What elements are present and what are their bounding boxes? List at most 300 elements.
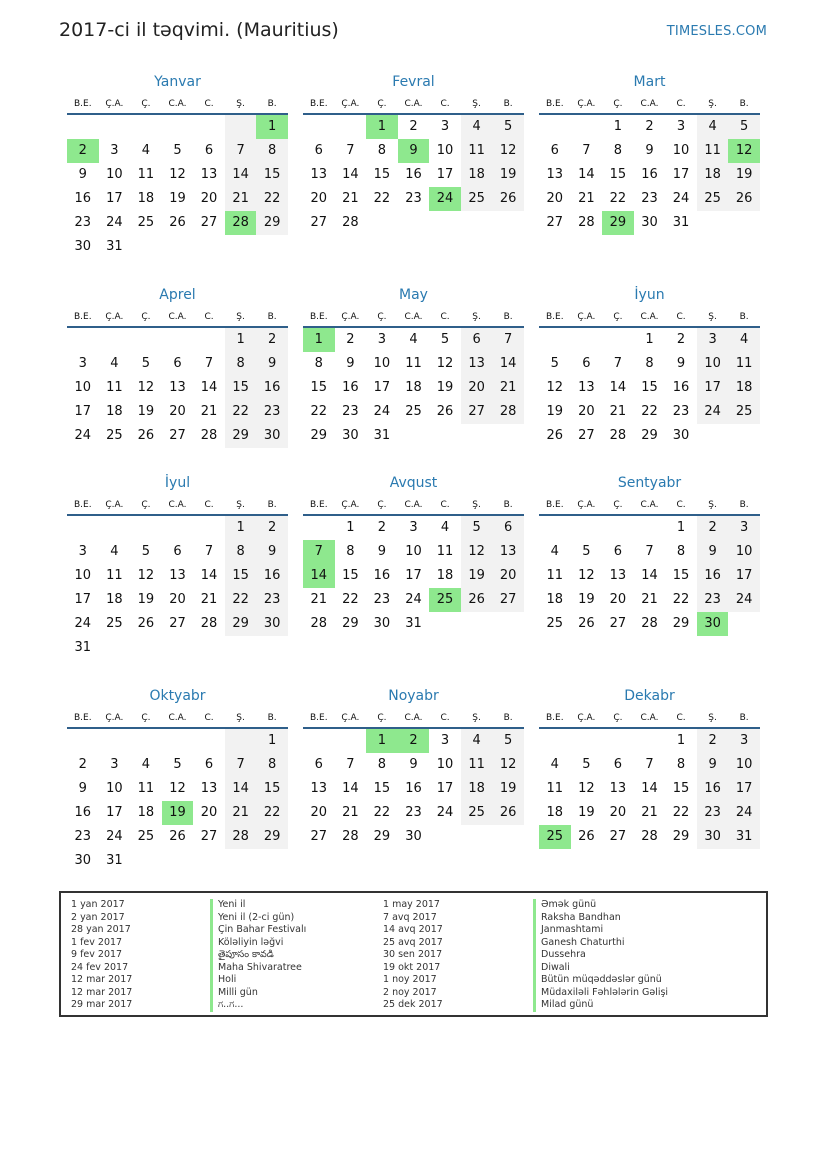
day-cell: 24 bbox=[728, 801, 760, 825]
day-cell: 6 bbox=[613, 757, 623, 772]
empty-cell bbox=[539, 729, 571, 753]
empty-cell bbox=[99, 328, 131, 352]
day-cell: 20 bbox=[609, 805, 627, 820]
month-6 bbox=[539, 284, 760, 448]
weekday-label: B. bbox=[267, 500, 277, 510]
day-cell: 29 bbox=[672, 829, 690, 844]
day-cell: 9 bbox=[256, 540, 288, 564]
weekday-label: B.E. bbox=[73, 500, 92, 510]
empty-cell bbox=[99, 115, 131, 139]
day-cell: 14 bbox=[342, 781, 359, 796]
day-cell: 23 bbox=[641, 191, 658, 206]
day-cell: 27 bbox=[546, 215, 564, 230]
day-cell: 26 bbox=[436, 404, 454, 419]
day-cell: 6 bbox=[173, 356, 182, 371]
weekday-label: Ç. bbox=[141, 99, 151, 109]
month-name: May bbox=[399, 287, 428, 303]
weekday-header bbox=[67, 494, 288, 516]
weekday-label: Ç. bbox=[141, 500, 151, 510]
empty-cell bbox=[193, 235, 225, 259]
day-cell: 25 bbox=[728, 400, 760, 424]
weekday-label: C.A. bbox=[404, 713, 423, 723]
month-name: Dekabr bbox=[624, 688, 675, 704]
day-cell: 29 bbox=[256, 825, 288, 849]
month-name: Noyabr bbox=[388, 688, 439, 704]
weekday-label: Ç. bbox=[613, 99, 623, 109]
day-cell: 22 bbox=[342, 592, 359, 607]
day-cell: 23 bbox=[405, 805, 422, 820]
weekday-label: C.A. bbox=[640, 312, 659, 322]
day-cell: 23 bbox=[342, 404, 359, 419]
empty-cell bbox=[193, 849, 225, 873]
empty-cell bbox=[67, 115, 99, 139]
legend-date: 1 may 2017 bbox=[383, 899, 440, 910]
day-cell: 26 bbox=[578, 829, 595, 844]
weekday-label: C. bbox=[676, 312, 686, 322]
day-cell: 18 bbox=[436, 568, 454, 583]
day-cell: 9 bbox=[676, 356, 686, 371]
day-cell: 21 bbox=[225, 187, 257, 211]
day-cell: 14 bbox=[578, 167, 595, 182]
empty-cell bbox=[602, 729, 634, 753]
day-cell: 19 bbox=[436, 380, 454, 395]
day-cell: 4 bbox=[461, 729, 493, 753]
legend-holiday-name: Diwali bbox=[533, 962, 668, 975]
legend-holiday-name: Raksha Bandhan bbox=[533, 912, 668, 925]
day-cell: 8 bbox=[613, 143, 623, 158]
day-cell: 6 bbox=[492, 516, 524, 540]
legend-holiday-name: Dussehra bbox=[533, 949, 668, 962]
empty-cell bbox=[225, 235, 257, 259]
day-cell: 11 bbox=[546, 781, 564, 796]
day-cell: 20 bbox=[461, 376, 493, 400]
day-cell: 19 bbox=[492, 777, 524, 801]
day-cell: 30 bbox=[74, 853, 92, 868]
day-cell: 10 bbox=[697, 352, 729, 376]
day-cell: 28 bbox=[641, 616, 658, 631]
day-cell: 23 bbox=[697, 588, 729, 612]
day-cell: 22 bbox=[672, 805, 690, 820]
day-cell: 16 bbox=[342, 380, 359, 395]
day-cell: 12 bbox=[492, 753, 524, 777]
day-cell: 25 bbox=[106, 428, 123, 443]
day-cell: 2 bbox=[256, 516, 288, 540]
empty-cell bbox=[99, 636, 131, 660]
day-cell: 28 bbox=[225, 825, 257, 849]
day-cell: 29 bbox=[225, 612, 257, 636]
day-cell: 24 bbox=[405, 592, 422, 607]
legend-date: 1 noy 2017 bbox=[383, 974, 437, 985]
day-cell: 25 bbox=[461, 801, 493, 825]
day-cell: 7 bbox=[204, 356, 214, 371]
day-cell: 19 bbox=[578, 592, 595, 607]
day-cell: 15 bbox=[256, 777, 288, 801]
day-cell: 1 bbox=[613, 119, 623, 134]
empty-cell bbox=[602, 328, 634, 352]
day-cell: 5 bbox=[461, 516, 493, 540]
day-cell: 24 bbox=[436, 805, 454, 820]
day-cell: 21 bbox=[342, 805, 359, 820]
day-cell: 10 bbox=[672, 143, 690, 158]
weekday-label: B.E. bbox=[545, 500, 564, 510]
day-cell: 14 bbox=[225, 777, 257, 801]
day-cell: 1 bbox=[645, 332, 654, 347]
day-cell: 18 bbox=[106, 592, 123, 607]
legend-holiday-name: Milli gün bbox=[210, 987, 306, 1000]
day-cell: 11 bbox=[106, 380, 123, 395]
day-cell: 25 bbox=[137, 215, 155, 230]
legend-holiday-name: ಗ..ಗ... bbox=[210, 999, 306, 1012]
day-cell: 13 bbox=[169, 380, 186, 395]
day-cell: 30 bbox=[641, 215, 658, 230]
day-cell: 8 bbox=[256, 139, 288, 163]
empty-cell bbox=[130, 235, 162, 259]
day-cell: 29 bbox=[672, 616, 690, 631]
empty-cell bbox=[429, 424, 461, 448]
day-cell: 20 bbox=[200, 805, 218, 820]
day-cell: 27 bbox=[492, 588, 524, 612]
day-cell: 12 bbox=[546, 380, 564, 395]
day-cell: 16 bbox=[697, 564, 729, 588]
day-cell: 13 bbox=[461, 352, 493, 376]
day-cell: 22 bbox=[256, 187, 288, 211]
day-cell: 7 bbox=[204, 544, 214, 559]
holiday-day-cell: 29 bbox=[602, 211, 634, 235]
weekday-label: C. bbox=[440, 500, 450, 510]
empty-cell bbox=[303, 115, 335, 139]
weekday-label: Ş. bbox=[708, 713, 717, 723]
holiday-day-cell: 2 bbox=[67, 139, 99, 163]
day-cell: 9 bbox=[377, 544, 387, 559]
day-cell: 14 bbox=[200, 568, 218, 583]
weekday-label: Ç. bbox=[141, 312, 151, 322]
day-cell: 27 bbox=[200, 215, 218, 230]
legend-date: 14 avq 2017 bbox=[383, 924, 443, 935]
day-cell: 17 bbox=[373, 380, 391, 395]
month-name: Mart bbox=[633, 74, 666, 90]
legend-holiday-name: Ganesh Chaturthi bbox=[533, 937, 668, 950]
day-cell: 14 bbox=[225, 163, 257, 187]
day-cell: 13 bbox=[492, 540, 524, 564]
day-cell: 6 bbox=[461, 328, 493, 352]
weekday-label: B. bbox=[267, 99, 277, 109]
day-cell: 9 bbox=[697, 540, 729, 564]
legend-holiday-name: Bütün müqəddəslər günü bbox=[533, 974, 668, 987]
holiday-day-cell: 14 bbox=[303, 564, 335, 588]
day-cell: 26 bbox=[137, 616, 155, 631]
empty-cell bbox=[162, 636, 194, 660]
day-cell: 11 bbox=[137, 781, 155, 796]
holiday-day-cell: 1 bbox=[366, 729, 398, 753]
day-cell: 22 bbox=[225, 400, 257, 424]
day-cell: 17 bbox=[74, 404, 92, 419]
day-cell: 7 bbox=[645, 544, 654, 559]
legend-holiday-name: Holi bbox=[210, 974, 306, 987]
day-cell: 23 bbox=[373, 592, 391, 607]
holiday-day-cell: 12 bbox=[728, 139, 760, 163]
weekday-label: Ç. bbox=[613, 713, 623, 723]
weekday-label: Ç. bbox=[613, 500, 623, 510]
weekday-header bbox=[67, 707, 288, 729]
holiday-day-cell: 25 bbox=[429, 588, 461, 612]
weekday-label: C. bbox=[676, 99, 686, 109]
empty-cell bbox=[162, 516, 194, 540]
day-cell: 12 bbox=[578, 568, 595, 583]
day-cell: 15 bbox=[672, 781, 690, 796]
day-cell: 25 bbox=[546, 616, 564, 631]
empty-cell bbox=[634, 729, 666, 753]
month-name: İyun bbox=[634, 287, 665, 303]
weekday-label: B.E. bbox=[309, 713, 328, 723]
weekday-label: Ç.A. bbox=[577, 500, 596, 510]
day-cell: 27 bbox=[609, 829, 627, 844]
day-cell: 2 bbox=[256, 328, 288, 352]
day-cell: 19 bbox=[578, 805, 595, 820]
day-cell: 13 bbox=[578, 380, 595, 395]
day-cell: 27 bbox=[169, 428, 186, 443]
day-cell: 26 bbox=[492, 187, 524, 211]
weekday-header bbox=[67, 306, 288, 328]
day-grid bbox=[67, 328, 288, 448]
day-grid bbox=[303, 328, 524, 448]
day-cell: 5 bbox=[728, 115, 760, 139]
empty-cell bbox=[193, 516, 225, 540]
day-cell: 2 bbox=[78, 757, 87, 772]
month-name: Sentyabr bbox=[617, 475, 682, 491]
day-cell: 7 bbox=[225, 753, 257, 777]
day-cell: 23 bbox=[256, 400, 288, 424]
day-grid bbox=[539, 115, 760, 235]
day-cell: 6 bbox=[582, 356, 591, 371]
day-cell: 13 bbox=[310, 167, 328, 182]
day-cell: 3 bbox=[110, 757, 119, 772]
empty-cell bbox=[571, 328, 603, 352]
weekday-label: B.E. bbox=[309, 99, 328, 109]
weekday-label: Ş. bbox=[708, 312, 717, 322]
day-cell: 3 bbox=[440, 733, 450, 748]
weekday-label: Ş. bbox=[472, 713, 481, 723]
day-cell: 15 bbox=[310, 380, 328, 395]
day-cell: 13 bbox=[546, 167, 564, 182]
day-cell: 2 bbox=[377, 520, 387, 535]
day-cell: 25 bbox=[137, 829, 155, 844]
day-cell: 5 bbox=[141, 544, 151, 559]
weekday-label: B. bbox=[739, 99, 749, 109]
holiday-day-cell: 30 bbox=[697, 612, 729, 636]
legend-date: 9 fev 2017 bbox=[71, 949, 123, 960]
day-cell: 19 bbox=[461, 564, 493, 588]
day-cell: 12 bbox=[137, 380, 155, 395]
empty-cell bbox=[67, 516, 99, 540]
day-cell: 15 bbox=[225, 564, 257, 588]
day-cell: 29 bbox=[641, 428, 658, 443]
weekday-label: Ş. bbox=[236, 713, 245, 723]
day-cell: 4 bbox=[141, 757, 151, 772]
day-cell: 7 bbox=[645, 757, 654, 772]
day-cell: 7 bbox=[346, 143, 355, 158]
day-cell: 11 bbox=[405, 356, 422, 371]
day-cell: 6 bbox=[204, 143, 214, 158]
day-cell: 14 bbox=[342, 167, 359, 182]
weekday-label: C.A. bbox=[168, 713, 187, 723]
empty-cell bbox=[130, 849, 162, 873]
day-cell: 5 bbox=[492, 729, 524, 753]
legend-date: 19 okt 2017 bbox=[383, 961, 441, 973]
empty-cell bbox=[303, 516, 335, 540]
day-cell: 2 bbox=[697, 729, 729, 753]
weekday-label: C.A. bbox=[168, 500, 187, 510]
empty-cell bbox=[193, 636, 225, 660]
day-cell: 30 bbox=[342, 428, 359, 443]
day-cell: 19 bbox=[492, 163, 524, 187]
weekday-label: B.E. bbox=[545, 312, 564, 322]
day-cell: 5 bbox=[440, 332, 450, 347]
day-cell: 2 bbox=[676, 332, 686, 347]
day-cell: 17 bbox=[405, 568, 422, 583]
day-cell: 26 bbox=[137, 428, 155, 443]
empty-cell bbox=[256, 235, 288, 259]
empty-cell bbox=[429, 612, 461, 636]
day-cell: 31 bbox=[74, 640, 92, 655]
weekday-label: Ç. bbox=[141, 713, 151, 723]
month-2 bbox=[303, 71, 524, 235]
empty-cell bbox=[429, 825, 461, 849]
empty-cell bbox=[571, 516, 603, 540]
day-cell: 18 bbox=[461, 163, 493, 187]
day-cell: 10 bbox=[728, 540, 760, 564]
day-cell: 10 bbox=[106, 781, 123, 796]
empty-cell bbox=[634, 516, 666, 540]
day-cell: 16 bbox=[373, 568, 391, 583]
day-cell: 20 bbox=[609, 592, 627, 607]
holiday-day-cell: 1 bbox=[303, 328, 335, 352]
weekday-label: C.A. bbox=[404, 312, 423, 322]
day-cell: 28 bbox=[492, 400, 524, 424]
day-cell: 18 bbox=[546, 805, 564, 820]
day-cell: 6 bbox=[204, 757, 214, 772]
weekday-header bbox=[539, 93, 760, 115]
day-cell: 3 bbox=[78, 356, 87, 371]
day-cell: 1 bbox=[225, 516, 257, 540]
day-cell: 14 bbox=[200, 380, 218, 395]
weekday-label: C. bbox=[440, 713, 450, 723]
day-cell: 24 bbox=[106, 829, 123, 844]
day-cell: 3 bbox=[409, 520, 418, 535]
day-cell: 14 bbox=[641, 781, 658, 796]
day-cell: 30 bbox=[74, 239, 92, 254]
day-cell: 10 bbox=[405, 544, 422, 559]
day-cell: 20 bbox=[578, 404, 595, 419]
day-cell: 11 bbox=[461, 139, 493, 163]
empty-cell bbox=[539, 328, 571, 352]
empty-cell bbox=[162, 849, 194, 873]
day-cell: 28 bbox=[609, 428, 627, 443]
day-cell: 15 bbox=[641, 380, 658, 395]
day-cell: 15 bbox=[609, 167, 627, 182]
holiday-day-cell: 24 bbox=[429, 187, 461, 211]
weekday-label: C. bbox=[440, 312, 450, 322]
site-logo-link[interactable]: TIMESLES.COM bbox=[666, 24, 767, 39]
day-cell: 10 bbox=[74, 380, 92, 395]
day-cell: 21 bbox=[225, 801, 257, 825]
day-cell: 3 bbox=[377, 332, 387, 347]
day-cell: 6 bbox=[173, 544, 182, 559]
empty-cell bbox=[492, 211, 524, 235]
holiday-day-cell: 9 bbox=[398, 139, 430, 163]
day-cell: 12 bbox=[461, 540, 493, 564]
empty-cell bbox=[728, 211, 760, 235]
day-cell: 9 bbox=[645, 143, 654, 158]
weekday-header bbox=[303, 494, 524, 516]
day-cell: 13 bbox=[169, 568, 186, 583]
day-cell: 31 bbox=[672, 215, 690, 230]
day-cell: 4 bbox=[550, 757, 559, 772]
day-cell: 15 bbox=[342, 568, 359, 583]
day-cell: 25 bbox=[697, 187, 729, 211]
day-cell: 22 bbox=[373, 191, 391, 206]
weekday-label: C. bbox=[204, 500, 214, 510]
empty-cell bbox=[398, 424, 430, 448]
legend-date: 30 sen 2017 bbox=[383, 949, 443, 960]
empty-cell bbox=[539, 516, 571, 540]
day-cell: 5 bbox=[582, 757, 591, 772]
day-cell: 12 bbox=[436, 356, 454, 371]
day-cell: 28 bbox=[310, 616, 328, 631]
day-cell: 8 bbox=[645, 356, 654, 371]
weekday-label: Ç.A. bbox=[341, 312, 360, 322]
weekday-label: Ç.A. bbox=[577, 99, 596, 109]
day-cell: 27 bbox=[310, 829, 328, 844]
day-cell: 24 bbox=[74, 428, 92, 443]
weekday-label: B.E. bbox=[73, 99, 92, 109]
month-4 bbox=[67, 284, 288, 448]
day-cell: 24 bbox=[728, 588, 760, 612]
month-name: Fevral bbox=[392, 74, 435, 90]
page-title: 2017-ci il təqvimi. (Mauritius) bbox=[59, 19, 339, 41]
day-cell: 17 bbox=[74, 592, 92, 607]
month-3 bbox=[539, 71, 760, 235]
day-cell: 31 bbox=[405, 616, 422, 631]
day-grid bbox=[67, 115, 288, 259]
weekday-header bbox=[303, 707, 524, 729]
day-cell: 15 bbox=[256, 163, 288, 187]
day-cell: 30 bbox=[405, 829, 422, 844]
day-cell: 28 bbox=[200, 616, 218, 631]
month-name: Yanvar bbox=[154, 74, 201, 90]
day-cell: 16 bbox=[405, 781, 422, 796]
day-cell: 28 bbox=[200, 428, 218, 443]
weekday-label: Ş. bbox=[236, 500, 245, 510]
day-cell: 4 bbox=[141, 143, 151, 158]
day-cell: 1 bbox=[225, 328, 257, 352]
day-cell: 4 bbox=[728, 328, 760, 352]
empty-cell bbox=[366, 211, 398, 235]
day-cell: 3 bbox=[78, 544, 87, 559]
day-cell: 5 bbox=[550, 356, 559, 371]
day-cell: 4 bbox=[110, 356, 119, 371]
day-cell: 5 bbox=[173, 757, 182, 772]
weekday-label: Ş. bbox=[472, 312, 481, 322]
day-cell: 22 bbox=[672, 592, 690, 607]
day-cell: 28 bbox=[342, 215, 359, 230]
day-cell: 1 bbox=[676, 520, 686, 535]
day-cell: 27 bbox=[461, 400, 493, 424]
day-cell: 3 bbox=[676, 119, 686, 134]
weekday-label: Ş. bbox=[472, 99, 481, 109]
holiday-day-cell: 1 bbox=[366, 115, 398, 139]
day-cell: 2 bbox=[645, 119, 654, 134]
day-cell: 9 bbox=[256, 352, 288, 376]
